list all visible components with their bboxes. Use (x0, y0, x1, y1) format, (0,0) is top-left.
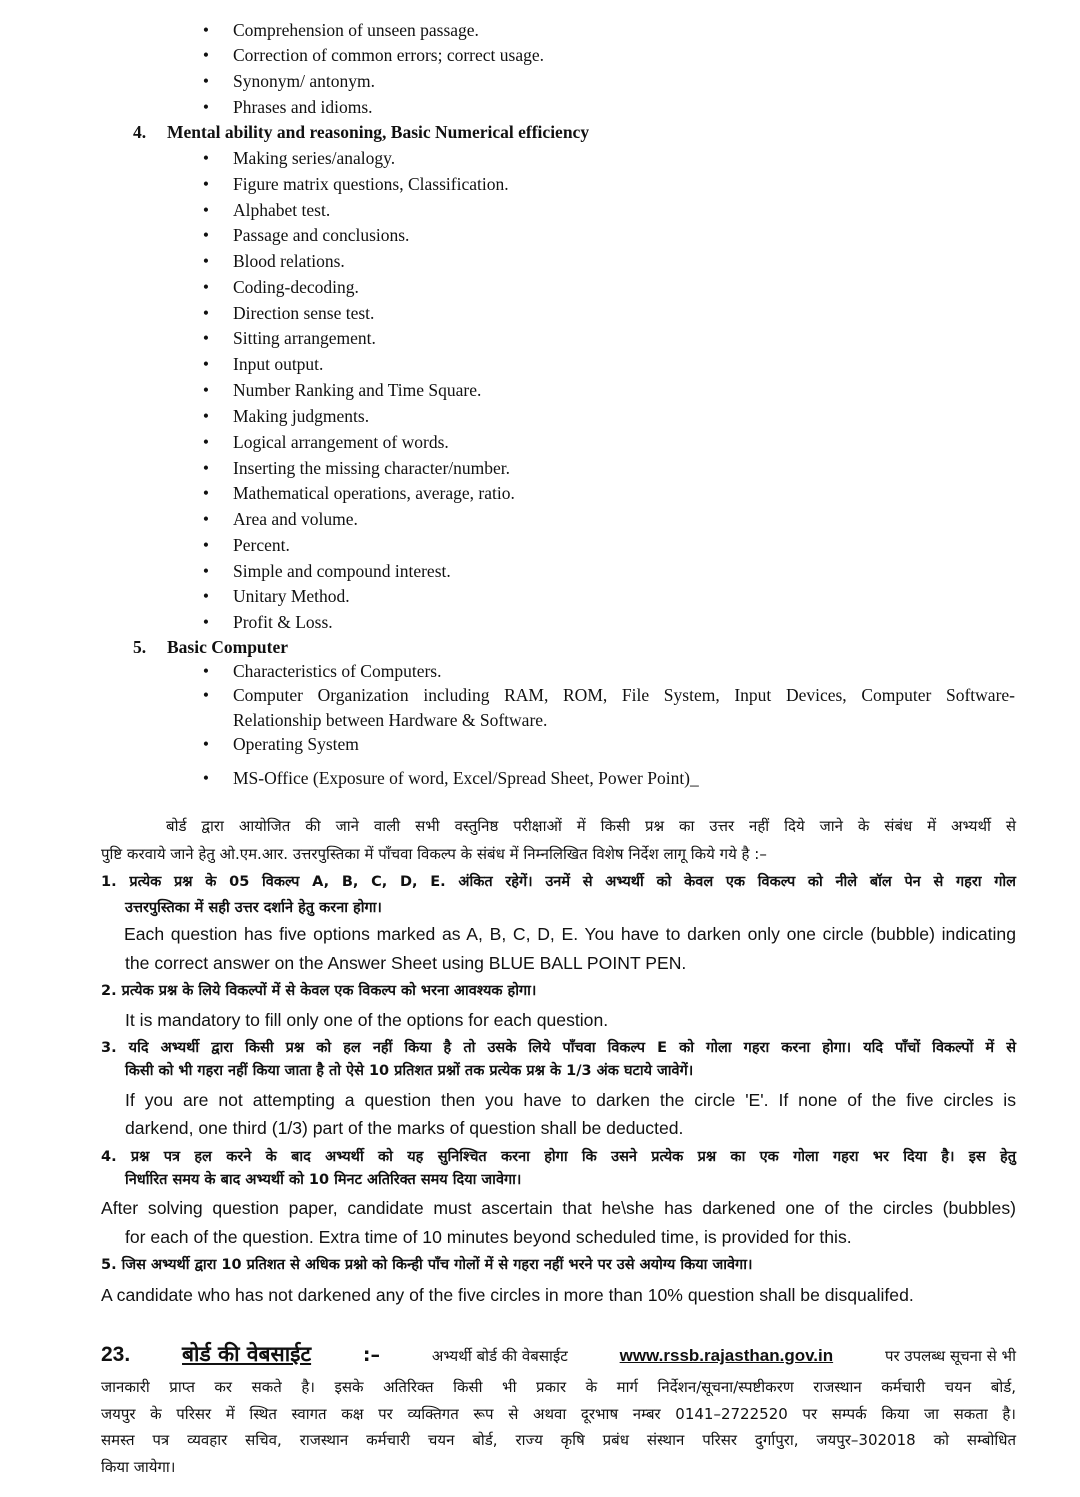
omr-intro-line: पुष्टि करवाये जाने हेतु ओ.एम.आर. उत्तरपुस्तिका में पाँचवा विकल्प के संबंध में निम्नलिखित विशेष निर्देश लागू किये गये है :– (101, 845, 767, 863)
list-item-text: Percent. (233, 535, 290, 555)
document-page: • Comprehension of unseen passage. • Correction of common errors; correct usage. • Synonym/ antonym. • Phrases and idioms. 4. Mental ability and reasoning, Basic Numerical efficiency • Making series/analogy. • Figure matrix questions, Classification. • Alphabet test. • Passage and conclusions. • Blood relations. • Coding-decoding. • Direction sense test. • Sitting arrangement. • Input output. • Number Ranking and Time Square. • Making judgments. • Logical arrangement of words. • Inserting the missing character/number. • Mathematical operations, average, ratio. • Area and volume. • Percent. • Simple and compound interest. • Unitary Method. • Profit & Loss. 5. Basic Computer • Characteristics of Computers. • Computer Organization including RAM, ROM, File System, Input Devices, Computer Software- Relationship between Hardware & Software. • Operating System • MS-Office (Exposure of word, Excel/Spread Sheet, Power Point)_ बोर्ड द्वारा आयोजित की जाने वाली सभी वस्तुनिष्ठ परीक्षाओं में किसी प्रश्न का उत्तर नहीं दिये जाने के संबंध में अभ्यर्थी से पुष्टि करवाये जाने हेतु ओ.एम.आर. उत्तरपुस्तिका में पाँचवा विकल्प के संबंध में निम्नलिखित विशेष निर्देश लागू किये गये है :– 1. प्रत्येक प्रश्न के 05 विकल्प A, B, C, D, E. अंकित रहेगें। उनमें से अभ्यर्थी को केवल एक विकल्प को नीले बॉल पेन से गहरा गोल उत्तरपुस्तिका में सही उत्तर दर्शाने हेतु करना होगा। Each question has five options marked as A, B, C, D, E. You have to darken only one circle (bubble) indicating the correct answer on the Answer Sheet using BLUE BALL POINT PEN. 2. प्रत्येक प्रश्न के लिये विकल्पों में से केवल एक विकल्प को भरना आवश्यक होगा। It is mandatory to fill only one of the options for each question. 3. यदि अभ्यर्थी द्वारा किसी प्रश्न को हल नहीं किया है तो उसके लिये पाँचवा विकल्प E को गोला गहरा करना होगा। यदि पाँचों विकल्पों में से किसी को भी गहरा नहीं किया जाता है तो ऐसे 10 प्रतिशत प्रश्नों तक प्रत्येक प्रश्न के 1/3 अंक घटाये जावेगें। If you are not attempting a question then you have to darken the circle 'E'. If none of the five circles is darkend, one third (1/3) part of the marks of question shall be deducted. 4. प्रश्न पत्र हल करने के बाद अभ्यर्थी को यह सुनिश्चित करना होगा कि उसने प्रत्येक प्रश्न का एक गोला गहरा भर दिया है। इस हेतु निर्धारित समय के बाद अभ्यर्थी को 10 मिनट अतिरिक्त समय दिया जावेगा। After solving question paper, candidate must ascertain that he\she has darkened one of the circles (bubbles) for each of the question. Extra time of 10 minutes beyond scheduled time, is provided for this. 5. जिस अभ्यर्थी द्वारा 10 प्रतिशत से अधिक प्रश्नो को किन्ही पाँच गोलों में से गहरा नहीं भरने पर उसे अयोग्य किया जावेगा। A candidate who has not darkened any of the five circles in more than 10% question shall be disqualifed. 23. बोर्ड की वेबसाईट :– अभ्यर्थी बोर्ड की वेबसाईट www.rssb.rajasthan.gov.in पर उपलब्ध सूचना से भी जानकारी प्राप्त कर सकते है। इसके अतिरिक्त किसी भी प्रकार के मार्ग निर्देशन/सूचना/स्पष्टीकरण राजस्थान कर्मचारी चयन बोर्ड, जयपुर के परिसर में स्थित स्वागत कक्ष पर व्यक्तिगत रूप से अथवा दूरभाष नम्बर 0141–2722520 पर सम्पर्क किया जा सकता है। समस्त पत्र व्यवहार सचिव, राजस्थान कर्मचारी चयन बोर्ड, राज्य कृषि प्रबंध संस्थान परिसर दुर्गापुरा, जयपुर–302018 को सम्बोधित किया जायेगा। (0, 0, 1080, 1497)
list-item-text: Passage and conclusions. (233, 225, 410, 245)
rule-4-hindi: 4. प्रश्न पत्र हल करने के बाद अभ्यर्थी को यह सुनिश्चित करना होगा कि उसने प्रत्येक प्रश्न का एक गोला गहरा भर दिया है। इस हेतु (101, 1149, 1016, 1165)
list-item-text: Logical arrangement of words. (233, 432, 449, 452)
rule-1-hindi-cont: उत्तरपुस्तिका में सही उत्तर दर्शाने हेतु करना होगा। (125, 900, 382, 916)
rule-3-english-cont: darkend, one third (1/3) part of the marks of question shall be deducted. (125, 1118, 684, 1138)
list-item-text: Direction sense test. (233, 303, 375, 323)
section-text: अभ्यर्थी बोर्ड की वेबसाईट (431, 1347, 568, 1365)
list-item-text: Sitting arrangement. (233, 328, 376, 348)
rule-4-english: After solving question paper, candidate must ascertain that he\she has darkened one of the circles (bubbles) (101, 1198, 1016, 1218)
rule-1-hindi: 1. प्रत्येक प्रश्न के 05 विकल्प A, B, C, D, E. अंकित रहेगें। उनमें से अभ्यर्थी को केवल एक विकल्प को नीले बॉल पेन से गहरा गोल (101, 874, 1016, 890)
section-title: बोर्ड की वेबसाईट (182, 1342, 312, 1366)
list-item-text: Operating System (233, 734, 359, 754)
list-item-text: Alphabet test. (233, 200, 331, 220)
rule-3-english: If you are not attempting a question then you have to darken the circle 'E'. If none of the five circles is (125, 1090, 1016, 1110)
list-item-text: Simple and compound interest. (233, 561, 451, 581)
section-text: जयपुर के परिसर में स्थित स्वागत कक्ष पर व्यक्तिगत रूप से अथवा दूरभाष नम्बर 0141–2722520 पर सम्पर्क किया जा सकता है। (101, 1405, 1016, 1423)
list-item-text: Area and volume. (233, 509, 358, 529)
section-text: जानकारी प्राप्त कर सकते है। इसके अतिरिक्त किसी भी प्रकार के मार्ग निर्देशन/सूचना/स्पष्टीकरण राजस्थान कर्मचारी चयन बोर्ड, (101, 1378, 1016, 1396)
rule-4-english-cont: for each of the question. Extra time of 10 minutes beyond scheduled time, is provided for this. (125, 1227, 852, 1247)
list-item-text: Figure matrix questions, Classification. (233, 174, 509, 194)
section-4-heading (133, 121, 589, 143)
list-item-text: Inserting the missing character/number. (233, 458, 511, 478)
section-23-line1 (101, 1340, 1016, 1368)
list-item-text: Correction of common errors; correct usage. (233, 45, 544, 65)
website-link[interactable]: www.rssb.rajasthan.gov.in (619, 1346, 834, 1365)
list-item-text: MS-Office (Exposure of word, Excel/Spread Sheet, Power Point)_ (233, 768, 699, 788)
rule-5-hindi: 5. जिस अभ्यर्थी द्वारा 10 प्रतिशत से अधिक प्रश्नो को किन्ही पाँच गोलों में से गहरा नहीं भरने पर उसे अयोग्य किया जावेगा। (101, 1257, 753, 1273)
section-number: 23. (101, 1343, 131, 1366)
rule-5-english: A candidate who has not darkened any of the five circles in more than 10% question shall be disqualifed. (101, 1285, 914, 1305)
list-item-text: Synonym/ antonym. (233, 71, 375, 91)
list-item-text: Making judgments. (233, 406, 370, 426)
list-item-text: Mathematical operations, average, ratio. (233, 483, 515, 503)
list-item-text: Making series/analogy. (233, 148, 396, 168)
section-title: Mental ability and reasoning, Basic Numerical efficiency (167, 122, 590, 142)
list-item-text: Input output. (233, 354, 324, 374)
rule-2-english: It is mandatory to fill only one of the options for each question. (125, 1010, 609, 1030)
list-item-text: Coding-decoding. (233, 277, 359, 297)
title-separator: :– (362, 1344, 381, 1366)
list-item-text: Computer Organization including RAM, ROM, File System, Input Devices, Computer Software- (233, 685, 1015, 705)
list-item-text: Characteristics of Computers. (233, 661, 442, 681)
rule-3-hindi-cont: किसी को भी गहरा नहीं किया जाता है तो ऐसे 10 प्रतिशत प्रश्नों तक प्रत्येक प्रश्न के 1/3 अंक घटाये जावेगें। (125, 1063, 694, 1079)
section-5-heading (133, 636, 288, 658)
section-text: समस्त पत्र व्यवहार सचिव, राजस्थान कर्मचारी चयन बोर्ड, राज्य कृषि प्रबंध संस्थान परिसर दुर्गापुरा, जयपुर–302018 को सम्बोधित (101, 1431, 1016, 1449)
rule-2-hindi: 2. प्रत्येक प्रश्न के लिये विकल्पों में से केवल एक विकल्प को भरना आवश्यक होगा। (101, 983, 537, 999)
rule-1-english-cont: the correct answer on the Answer Sheet using BLUE BALL POINT PEN. (125, 953, 687, 973)
list-item-text: Blood relations. (233, 251, 345, 271)
list-item-text: Profit & Loss. (233, 612, 333, 632)
rule-4-hindi-cont: निर्धारित समय के बाद अभ्यर्थी को 10 मिनट अतिरिक्त समय दिया जावेगा। (125, 1172, 522, 1188)
section-title: Basic Computer (167, 637, 289, 657)
section-number: 4. (133, 122, 147, 142)
rule-3-hindi: 3. यदि अभ्यर्थी द्वारा किसी प्रश्न को हल नहीं किया है तो उसके लिये पाँचवा विकल्प E को गोला गहरा करना होगा। यदि पाँचों विकल्पों में से (101, 1040, 1016, 1056)
list-item-text: Unitary Method. (233, 586, 350, 606)
section-text: किया जायेगा। (101, 1458, 176, 1476)
section-number: 5. (133, 637, 147, 657)
list-item-text: Relationship between Hardware & Software. (233, 710, 548, 730)
list-item-text: Number Ranking and Time Square. (233, 380, 482, 400)
section-text: पर उपलब्ध सूचना से भी (884, 1347, 1016, 1365)
rule-1-english: Each question has five options marked as A, B, C, D, E. You have to darken only one circle (bubble) indicating (124, 924, 1016, 944)
list-item-text: Phrases and idioms. (233, 97, 373, 117)
list-item-text: Comprehension of unseen passage. (233, 20, 479, 40)
omr-intro-line: बोर्ड द्वारा आयोजित की जाने वाली सभी वस्तुनिष्ठ परीक्षाओं में किसी प्रश्न का उत्तर नहीं दिये जाने के संबंध में अभ्यर्थी से (166, 817, 1016, 835)
